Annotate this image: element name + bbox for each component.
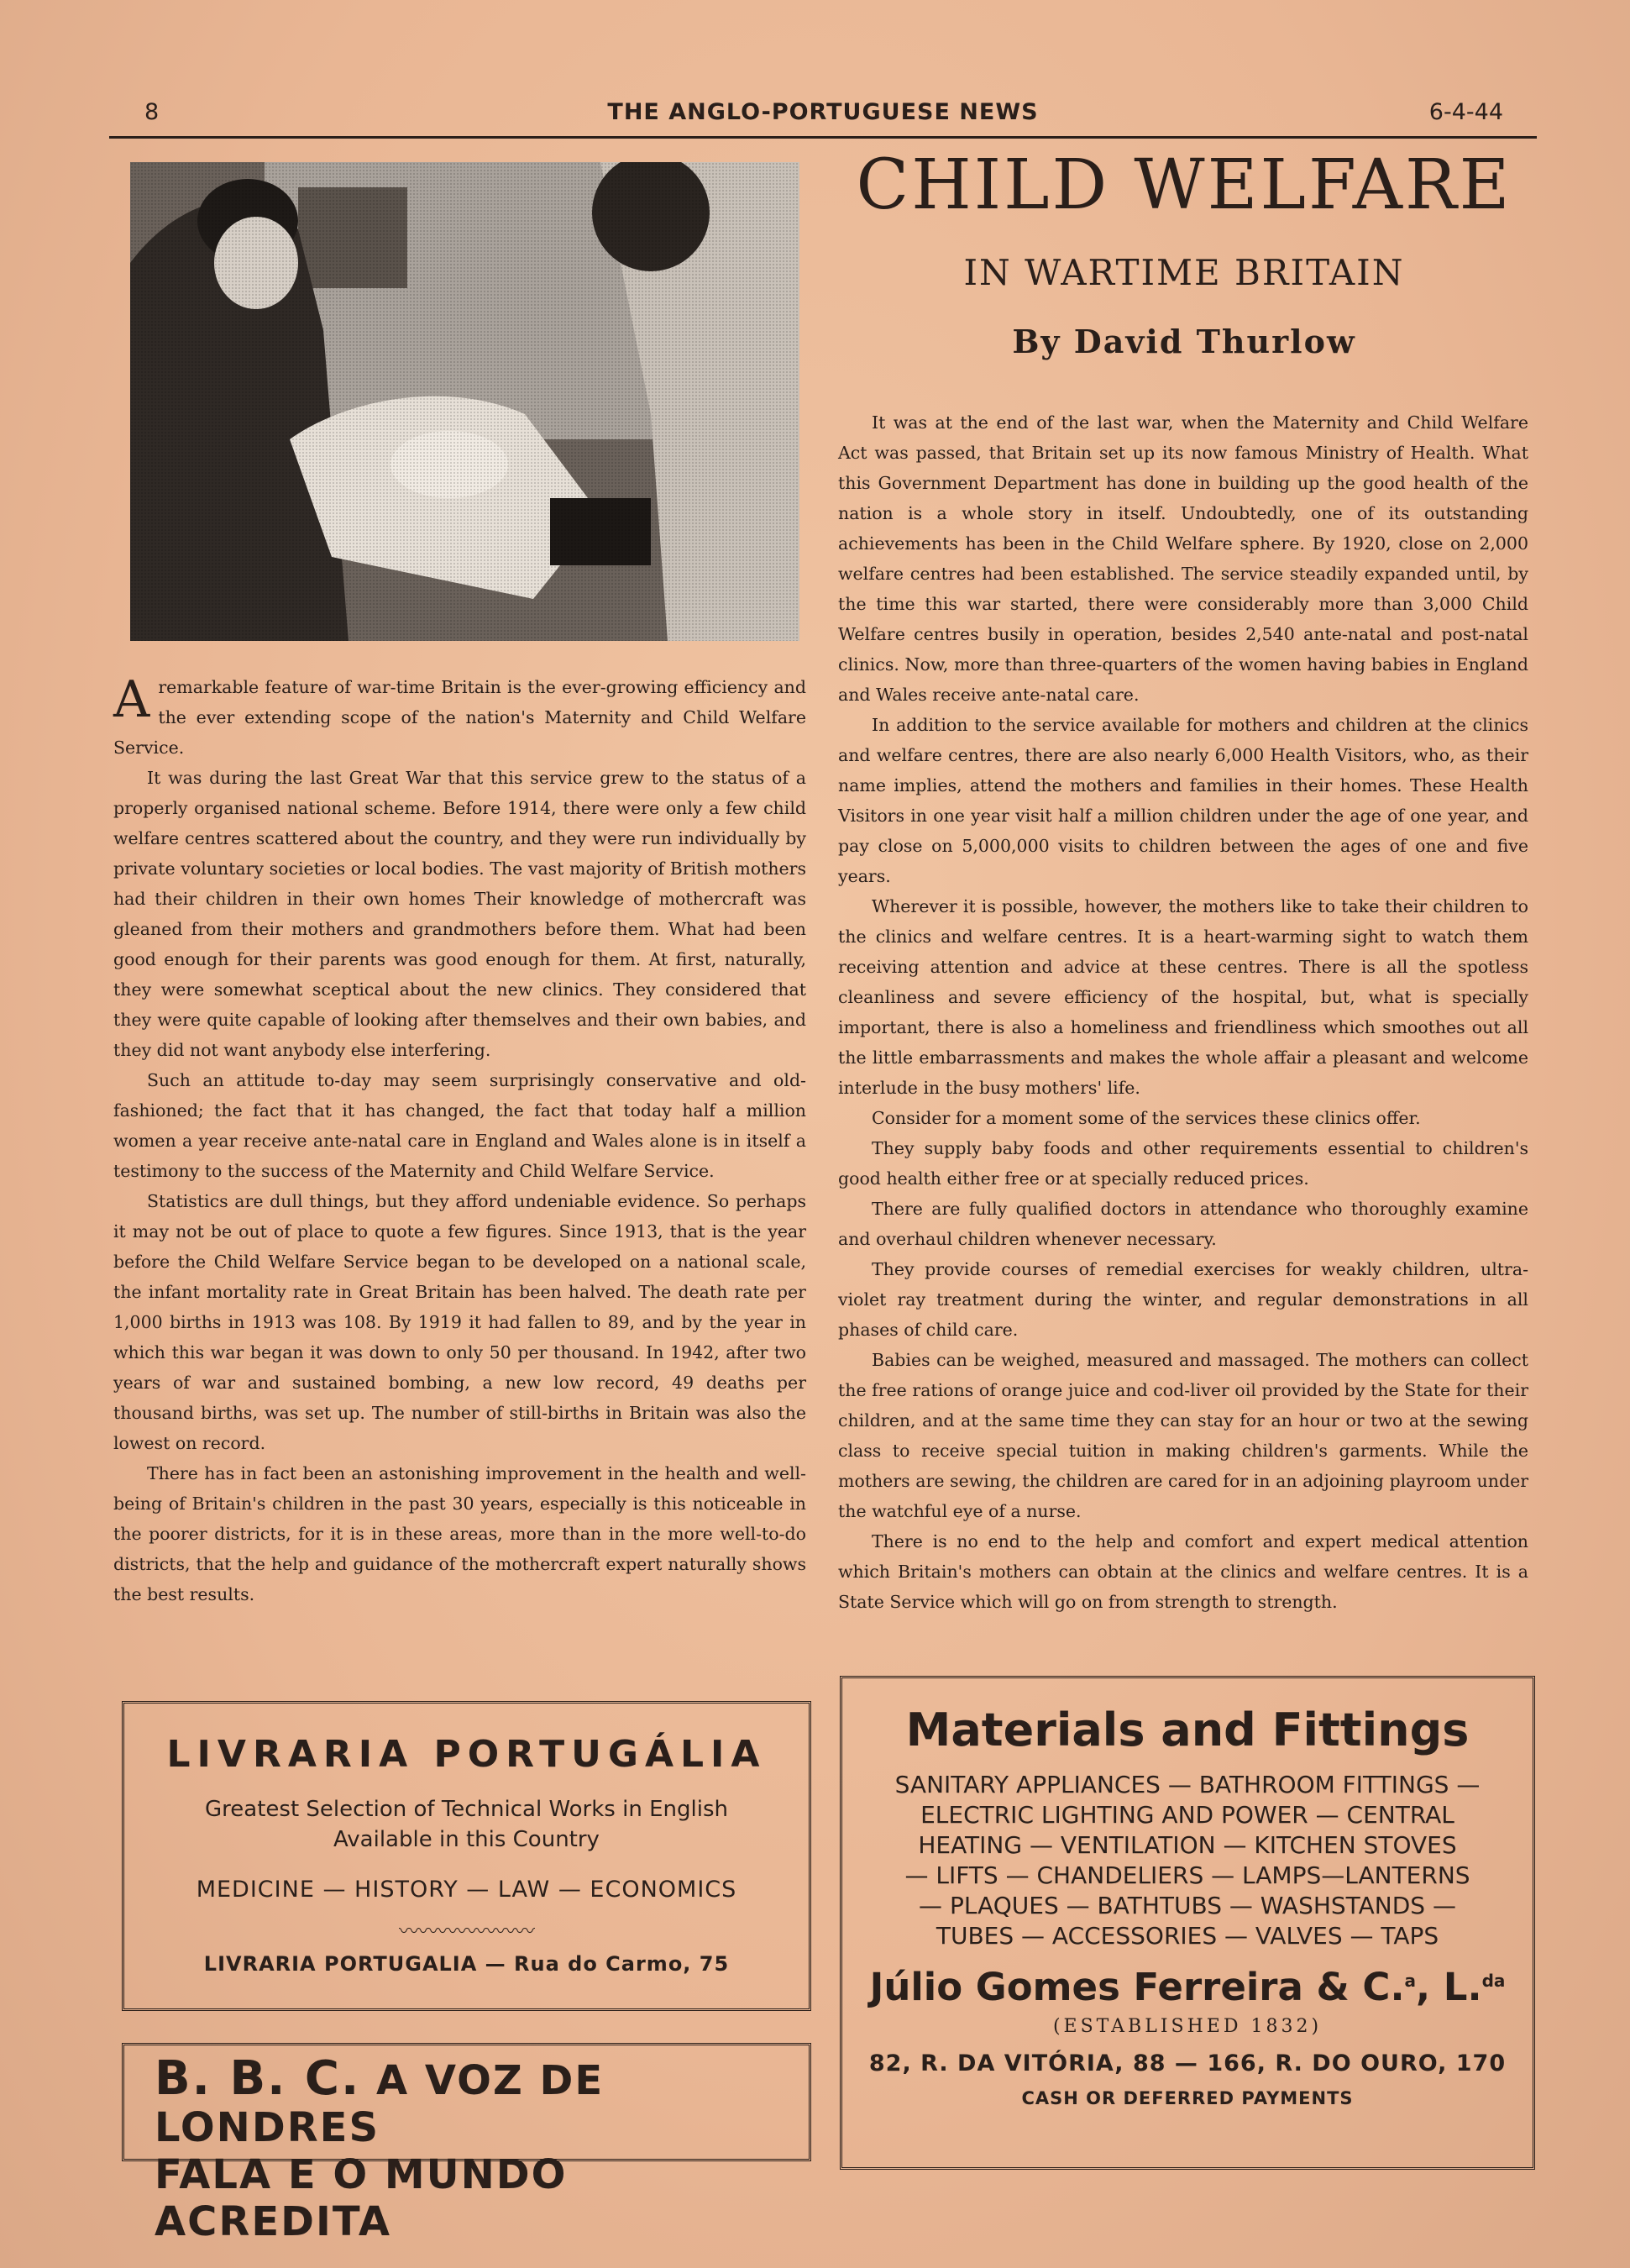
livraria-portugalia-ad — [122, 1701, 811, 2011]
article-paragraph: Babies can be weighed, measured and massaged. The mothers can collect the free rations of orange juice and cod-liver oil provided by the State for their children, and at the same time they can stay for an hour or two at the sewing class to receive special tuition in making children's garments. While the mothers are sewing, the children are cared for in an adjoining playroom under the watchful eye of a nurse. — [838, 1350, 1528, 1521]
article-paragraph: It was during the last Great War that this service grew to the status of a properly organised national scheme. Before 1914, there were only a few child welfare centres scattered about the country, and they were run individually by private voluntary societies or local bodies. The vast majority of British mothers had their children in their own homes Their knowledge of mothercraft was gleaned from their mothers and grandmothers before them. What had been good enough for their parents was good enough for them. At first, naturally, they were somewhat sceptical about the new clinics. They considered that they were quite capable of looking after themselves and their own babies, and they did not want anybody else interfering. — [113, 768, 806, 1060]
page-number: 8 — [144, 99, 160, 125]
ad-product-line: HEATING — VENTILATION — KITCHEN STOVES — [918, 1831, 1457, 1859]
article-paragraph: There are fully qualified doctors in attendance who thoroughly examine and overhaul children whenever necessary. — [838, 1199, 1528, 1249]
bbc-ad-line-1 — [124, 2051, 809, 2151]
article-paragraph: Statistics are dull things, but they afford undeniable evidence. So perhaps it may not be out of place to quote a few figures. Since 1913, that is the year before the Child Welfare Service began to be developed on a national scale, the infant mortality rate in Great Britain has been halved. The death rate per 1,000 births in 1913 was 108. By 1919 it had fallen to 89, and by the year in which this war began it was down to only 50 per thousand. In 1942, after two years of war and sustained bombing, a new low record, 49 deaths per thousand births, was set up. The number of still-births in Britain was also the lowest on record. — [113, 1191, 806, 1453]
ad-bookshop-name: LIVRARIA PORTUGÁLIA — [166, 1733, 767, 1776]
article-headline — [831, 145, 1537, 360]
bbc-ad — [122, 2043, 811, 2245]
article-paragraph: In addition to the service available for mothers and children at the clinics and welfare centres, there are also nearly 6,000 Health Visitors, who, as their name implies, attend the mothers and families in their homes. These Health Visitors in one year visit half a million children under the age of one year, and pay close on 5,000,000 visits to children between the ages of one and five years. — [838, 715, 1528, 886]
firm-name-main: Júlio Gomes Ferreira & C. — [869, 1965, 1405, 2009]
ad-product-line: ELECTRIC LIGHTING AND POWER — CENTRAL — [920, 1801, 1454, 1829]
newspaper-title: THE ANGLO-PORTUGUESE NEWS — [607, 99, 1039, 125]
bbc-ad-line-2: FALA E O MUNDO ACREDITA — [155, 2151, 568, 2245]
article-lead-paragraph — [113, 672, 806, 763]
ad-address: LIVRARIA PORTUGALIA — Rua do Carmo, 75 — [203, 1952, 730, 1976]
article-paragraph: Consider for a moment some of the services these clinics offer. — [872, 1108, 1421, 1128]
article-paragraph: There is no end to the help and comfort and expert medical attention which Britain's mothers can obtain at the clinics and welfare centres. It is a State Service which will go on from strength to strength. — [838, 1531, 1528, 1612]
ad-tagline-line: Available in this Country — [333, 1827, 600, 1852]
ad-address: 82, R. DA VITÓRIA, 88 — 166, R. DO OURO, 170 — [868, 2050, 1507, 2076]
ad-subjects: MEDICINE — HISTORY — LAW — ECONOMICS — [196, 1877, 737, 1903]
article-column-left — [113, 672, 806, 1609]
ad-product-line: TUBES — ACCESSORIES — VALVES — TAPS — [936, 1922, 1439, 1950]
issue-date: 6-4-44 — [1428, 99, 1503, 125]
article-photo — [130, 162, 799, 641]
article-paragraph: They provide courses of remedial exercises for weakly children, ultra-violet ray treatment during the winter, and regular demonstrations in all phases of child care. — [838, 1259, 1528, 1340]
page-header — [109, 94, 1537, 139]
article-paragraph: They supply baby foods and other requirements essential to children's good health either free or at specially reduced prices. — [838, 1138, 1528, 1189]
materials-fittings-ad — [840, 1676, 1535, 2170]
ad-payment-terms: CASH OR DEFERRED PAYMENTS — [1021, 2088, 1354, 2108]
article-subtitle: IN WARTIME BRITAIN — [963, 252, 1405, 293]
article-paragraph: Wherever it is possible, however, the mothers like to take their children to the clinics and welfare centres. It is a heart-warming sight to watch them receiving attention and advice at these centres. There is all the spotless cleanliness and severe efficiency of the hospital, but, what is specially important, there is also a homeliness and friendliness which smoothes out all the little embarrassments and makes the whole affair a pleasant and welcome interlude in the busy mothers' life. — [838, 896, 1528, 1098]
ad-established: (ESTABLISHED 1832) — [1052, 2016, 1323, 2037]
article-paragraph: There has in fact been an astonishing improvement in the health and well-being of Britain's children in the past 30 years, especially is this noticeable in the poorer districts, for it is in these areas, more than in the more well-to-do districts, that the help and guidance of the mothercraft expert naturally shows the best results. — [113, 1463, 806, 1604]
ad-product-list — [842, 1770, 1533, 1951]
bbc-logo-text: B. B. C. — [155, 2051, 361, 2106]
article-column-right — [838, 407, 1528, 1617]
article-title: CHILD WELFARE — [856, 145, 1512, 225]
firm-name-mid: , L. — [1416, 1965, 1482, 2009]
ad-firm-name — [842, 1965, 1533, 2009]
article-byline: By David Thurlow — [1012, 323, 1356, 360]
ad-product-line: SANITARY APPLIANCES — BATHROOM FITTINGS — — [894, 1771, 1481, 1798]
article-paragraph: It was at the end of the last war, when the Maternity and Child Welfare Act was passed, that Britain set up its now famous Ministry of Health. What this Government Department has done in building up the good health of the nation is a whole story in itself. Undoubtedly, one of its outstanding achievements has been in the Child Welfare sphere. By 1920, close on 2,000 welfare centres had been established. The service steadily expanded until, by the time this war started, there were considerably more than 3,000 Child Welfare centres busily in operation, besides 2,540 ante-natal and post-natal clinics. Now, more than three-quarters of the women having babies in England and Wales receive ante-natal care. — [838, 412, 1528, 705]
firm-name-sup: a — [1404, 1971, 1417, 1991]
article-paragraph: Such an attitude to-day may seem surprisingly conservative and old-fashioned; the fact that it has changed, the fact that today half a million women a year receive ante-natal care in England and Wales alone is in itself a testimony to the success of the Maternity and Child Welfare Service. — [113, 1070, 806, 1181]
firm-name-sup: da — [1481, 1971, 1506, 1991]
photo-illustration — [130, 162, 799, 641]
bbc-slogan-part: A VOZ DE LONDRES — [155, 2057, 605, 2151]
ad-tagline — [124, 1794, 809, 1855]
drop-cap: A — [113, 670, 150, 729]
ad-heading: Materials and Fittings — [905, 1704, 1470, 1756]
decorative-wave: 〰〰〰〰〰〰〰 — [399, 1919, 534, 1943]
ad-tagline-line: Greatest Selection of Technical Works in English — [205, 1797, 728, 1822]
ad-product-line: — PLAQUES — BATHTUBS — WASHSTANDS — — [919, 1892, 1456, 1919]
lead-text: remarkable feature of war-time Britain is the ever-growing efficiency and the ever extending scope of the nation's Maternity and Child Welfare Service. — [113, 677, 806, 758]
ad-product-line: — LIFTS — CHANDELIERS — LAMPS—LANTERNS — [904, 1861, 1470, 1889]
